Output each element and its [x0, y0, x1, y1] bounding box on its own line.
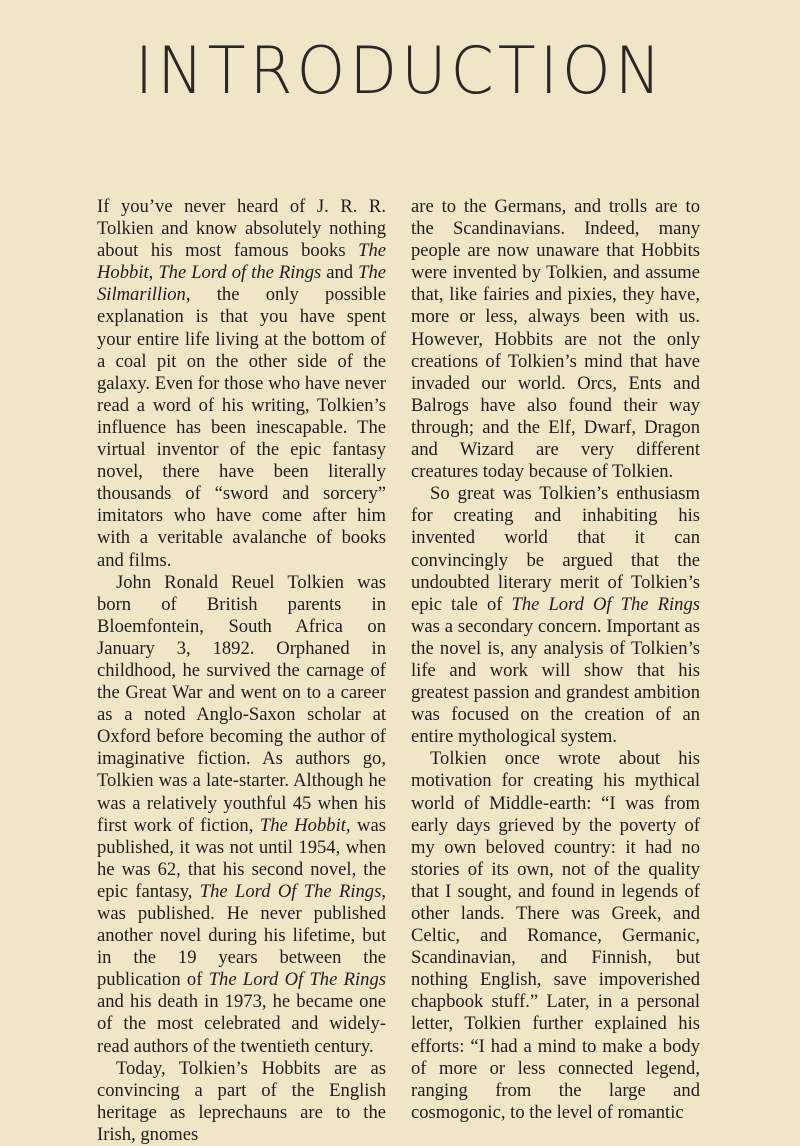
- book-title-lotr: The Lord Of The Rings: [199, 880, 382, 902]
- left-column: [97, 196, 386, 1146]
- text-run: John Ronald Reuel Tolkien was born of British parents in Bloemfontein, South Africa on January 3, 1892. Orphaned in childhood, he survived the carnage of the Great War and went on to a career as a noted Anglo-Saxon scholar at Oxford before becoming the author of imaginative fiction. As authors go, Tolkien was a late-starter. Although he was a relatively youthful 45 when his first work of fiction,: [97, 571, 386, 836]
- book-title-lotr: The Lord Of The Rings: [208, 969, 386, 991]
- paragraph-3: [97, 1058, 386, 1146]
- paragraph-3-continued: [411, 196, 700, 483]
- text-run: and his death in 1973, he became one of the most celebrated and widely-read authors of the twentieth century.: [97, 991, 386, 1057]
- text-run: If you’ve never heard of J. R. R. Tolkien and know absolutely nothing about his most famous books: [97, 196, 386, 262]
- text-run: ,: [148, 262, 159, 284]
- book-title-lotr: The Lord Of The Rings: [511, 593, 700, 615]
- text-run: Tolkien once wrote about his motivation for creating his mythical world of Middle-earth: “I was from early days grieved by the poverty of my own beloved country: it had no stories of its own, not of the quality that I sought, and found in legends of other lands. There was Greek, and Celtic, and Romance, Germanic, Scandinavian, and Finnish, but nothing English, save impoverished chapbook stuff.” Later, in a personal letter, Tolkien further explained his efforts: “I had a mind to make a body of more or less connected legend, ranging from the large and cosmogonic, to the level of romantic: [411, 748, 700, 1123]
- paragraph-4: [411, 483, 700, 748]
- book-title-lotr: The Lord of the Rings: [158, 262, 322, 284]
- paragraph-5: [411, 748, 700, 1124]
- page-title: INTRODUCTION: [134, 32, 666, 109]
- text-run: , was published. He never published another novel during his lifetime, but in the 19 years between the publication of: [97, 880, 386, 991]
- text-run: are to the Germans, and trolls are to the Scandinavians. Indeed, many people are now unaware that Hobbits were invented by Tolkien, and assume that, like fairies and pixies, they have, more or less, always been with us. However, Hobbits are not the only creations of Tolkien’s mind that have invaded our world. Orcs, Ents and Balrogs have also found their way through; and the Elf, Dwarf, Dragon and Wizard are very different creatures today because of Tolkien.: [411, 196, 700, 483]
- paragraph-2: [97, 572, 386, 1058]
- text-run: So great was Tolkien’s enthusiasm for creating and inhabiting his invented world that it can convincingly be argued that the undoubted literary merit of Tolkien’s epic tale of: [411, 483, 700, 615]
- text-run: , the only possible explanation is that you have spent your entire life living at the bottom of a coal pit on the other side of the galaxy. Even for those who have never read a word of his writing, Tolkien’s influence has been inescapable. The virtual inventor of the epic fantasy novel, there have been literally thousands of “sword and sorcery” imitators who have come after him with a veritable avalanche of books and films.: [97, 284, 386, 571]
- book-title-hobbit: The Hobbit: [259, 814, 346, 836]
- book-title-silmarillion: The Silmarillion: [97, 262, 386, 306]
- text-run: and: [321, 262, 359, 284]
- book-title-hobbit: The Hobbit: [97, 240, 386, 284]
- text-run: , was published, it was not until 1954, when he was 62, that his second novel, the epic fantasy,: [97, 814, 386, 902]
- text-run: Today, Tolkien’s Hobbits are as convincing a part of the English heritage as leprechauns are to the Irish, gnomes: [97, 1057, 386, 1145]
- right-column: [411, 196, 700, 1124]
- text-run: was a secondary concern. Important as the novel is, any analysis of Tolkien’s life and work will show that his greatest passion and grandest ambition was focused on the creation of an entire mythological system.: [411, 615, 700, 748]
- paragraph-1: [97, 196, 386, 572]
